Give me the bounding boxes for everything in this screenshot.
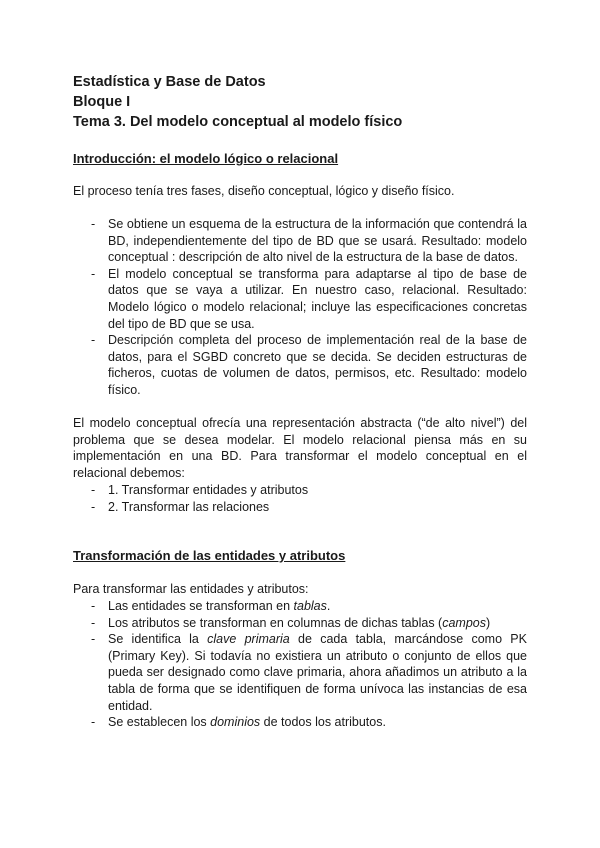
- list-item: - Se identifica la clave primaria de cada tabla, marcándose como PK (Primary Key). Si todavía no existiera un atributo o conjunto de ellos que pueda ser designado como clave primaria, ahora añadimos un atributo a la tabla de forma que se identifiquen de forma unívoca las instancias de esa entidad.: [91, 632, 527, 713]
- intro-heading: Introducción: el modelo lógico o relacional: [73, 151, 339, 166]
- list-item: - Se obtiene un esquema de la estructura de la información que contendrá la BD, independientemente del tipo de BD que se usará. Resultado: modelo conceptual : descripción de alto nivel de la estructura de la base de datos.: [91, 217, 527, 265]
- list-item: - El modelo conceptual se transforma para adaptarse al tipo de base de datos que se vaya a utilizar. En nuestro caso, relacional. Resultado: Modelo lógico o modelo relacional; incluye las especificaciones concretas del tipo de BD que se usa.: [91, 266, 527, 331]
- list-item: - Descripción completa del proceso de implementación real de la base de datos, para el SGBD concreto que se decida. Se deciden estructuras de ficheros, cuotas de volumen de datos, permisos, etc. Resultado: modelo físico.: [91, 333, 527, 397]
- transform-list: [73, 598, 527, 731]
- transform-lead: Para transformar las entidades y atributos:: [73, 582, 309, 596]
- course-title: Estadística y Base de Datos: [73, 74, 266, 90]
- list-item: - Los atributos se transforman en columnas de dichas tablas (campos): [91, 615, 491, 630]
- topic-title: Tema 3. Del modelo conceptual al modelo físico: [73, 114, 403, 130]
- list-item: - Las entidades se transforman en tablas.: [91, 599, 331, 613]
- transform-heading: Transformación de las entidades y atributos: [73, 548, 346, 563]
- intro-paragraph: El modelo conceptual ofrecía una representación abstracta (“de alto nivel”) del problema que se desea modelar. El modelo relacional piensa más en su implementación en una BD. Para transformar el modelo conceptual en el relacional debemos:: [73, 416, 527, 480]
- list-item: - 1. Transformar entidades y atributos: [91, 483, 309, 497]
- steps-list: [73, 482, 527, 515]
- list-item: - 2. Transformar las relaciones: [91, 499, 270, 514]
- list-item: - Se establecen los dominios de todos los atributos.: [91, 715, 386, 730]
- block-title: Bloque I: [73, 94, 131, 110]
- phase-list: [73, 216, 527, 399]
- intro-lead: El proceso tenía tres fases, diseño conceptual, lógico y diseño físico.: [73, 184, 455, 198]
